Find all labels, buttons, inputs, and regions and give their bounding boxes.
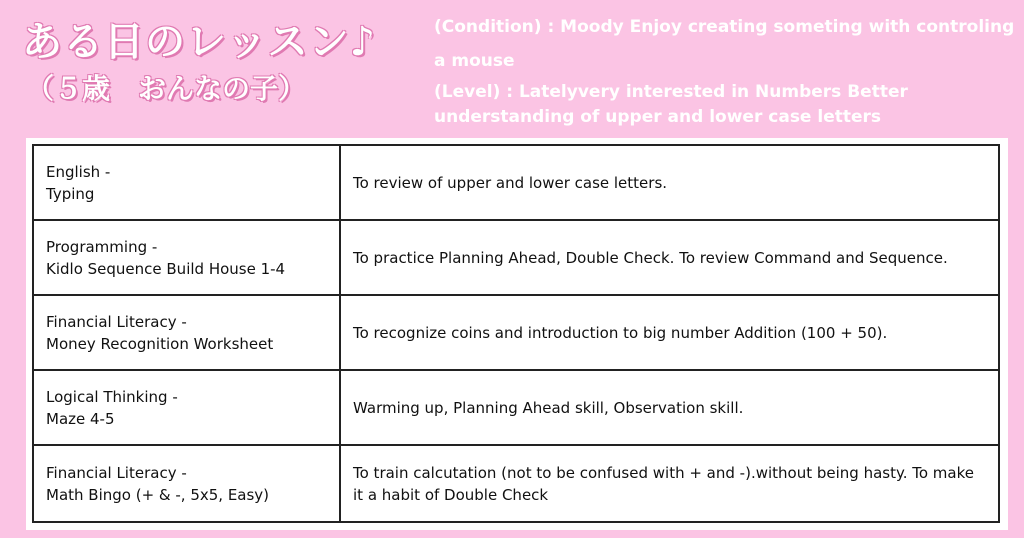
page-subtitle: （５歳 おんなの子）: [26, 72, 307, 105]
lesson-table: [32, 144, 1000, 523]
table-row: [33, 295, 999, 370]
subject-category: Programming -: [46, 237, 158, 256]
subject-activity: Typing: [46, 184, 95, 203]
subject-category: English -: [46, 162, 111, 181]
subject-activity: Math Bingo (+ & -, 5x5, Easy): [46, 485, 270, 504]
table-row: [33, 370, 999, 445]
subject-activity: Maze 4-5: [46, 409, 115, 428]
condition-text: (Condition) : Moody Enjoy creating someting with controling a mouse: [434, 17, 1015, 71]
goal-cell: To review of upper and lower case letters.: [340, 145, 999, 220]
subject-cell: [33, 220, 340, 295]
subject-category: Financial Literacy -: [46, 463, 187, 482]
goal-cell: Warming up, Planning Ahead skill, Observation skill.: [340, 370, 999, 445]
page-title: ある日のレッスン♪: [22, 19, 377, 65]
subject-category: Financial Literacy -: [46, 312, 187, 331]
goal-cell: To practice Planning Ahead, Double Check. To review Command and Sequence.: [340, 220, 999, 295]
subject-activity: Money Recognition Worksheet: [46, 334, 274, 353]
goal-cell: To recognize coins and introduction to big number Addition (100 + 50).: [340, 295, 999, 370]
table-row: [33, 445, 999, 522]
level-text: (Level) : Latelyvery interested in Numbers Better understanding of upper and lower case letters: [434, 82, 908, 127]
subject-category: Logical Thinking -: [46, 387, 178, 406]
subject-cell: [33, 445, 340, 522]
subject-cell: [33, 145, 340, 220]
subject-cell: [33, 370, 340, 445]
goal-cell: To train calcutation (not to be confused with + and -).without being hasty. To make it a habit of Double Check: [340, 445, 999, 522]
subject-cell: [33, 295, 340, 370]
lesson-panel: [26, 138, 1008, 530]
student-info: [434, 10, 1020, 130]
table-row: [33, 220, 999, 295]
subject-activity: Kidlo Sequence Build House 1-4: [46, 259, 286, 278]
table-row: [33, 145, 999, 220]
